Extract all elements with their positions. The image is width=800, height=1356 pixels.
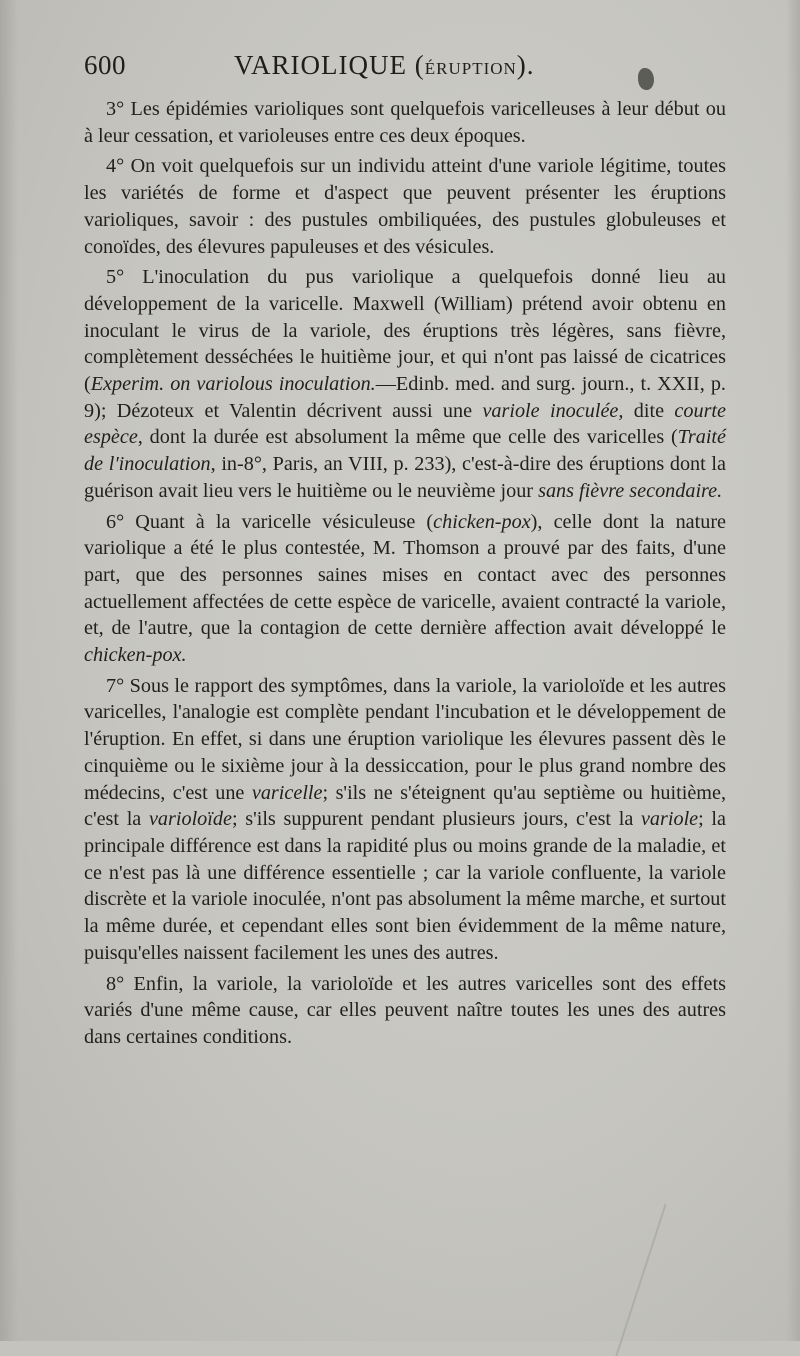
paragraph-4 bbox=[84, 153, 726, 260]
text-run: 3° Les épidémies varioliques sont quelquefois varicelleuses à leur début ou à leur cessation, et varioleuses entre ces deux époques. bbox=[84, 98, 726, 147]
paragraph-6 bbox=[84, 509, 726, 669]
italic-run: sans fièvre secondaire. bbox=[538, 479, 723, 502]
italic-run: chicken-pox bbox=[433, 510, 531, 533]
running-title-subtitle: ÉRUPTION bbox=[424, 59, 517, 78]
text-run: 5° L'inoculation du pus variolique a quelquefois donné lieu au développement de la varicelle. Maxwell (William) prétend avoir obtenu en inoculant le virus de la variole, des éruptions très légères, sans fièvre, complètement desséchées le huitième jour, et qui n'ont pas laissé de cicatrices ( bbox=[84, 266, 726, 396]
italic-run: variole inoculée, bbox=[482, 399, 624, 422]
page-number: 600 bbox=[84, 50, 126, 80]
text-run: ; s'ils suppurent pendant plusieurs jours, c'est la bbox=[231, 808, 641, 831]
ink-blot-mark bbox=[638, 68, 654, 90]
paragraph-8 bbox=[84, 971, 726, 1051]
italic-run: variole bbox=[640, 808, 699, 831]
text-run: —Edinb. med. and surg. journ., t. XXII, p. 9); Dézoteux et Valentin décrivent aussi une bbox=[84, 373, 726, 422]
text-run: ; la principale différence est dans la rapidité plus ou moins grande de la maladie, et ce n'est pas là une différence essentielle ; car la variole confluente, la variole discrète et la variole inoculée, n'ont pas absolument la même marche, et surtout la même durée, et cependant elles sont bien évidemment de la même nature, puisqu'elles naissent facilement les unes des autres. bbox=[84, 808, 726, 964]
text-run: dite bbox=[623, 399, 675, 422]
text-run: ; s'ils ne s'éteignent qu'au septième ou huitième, c'est la bbox=[84, 781, 727, 831]
paragraph-5 bbox=[84, 264, 726, 504]
text-run: 7° Sous le rapport des symptômes, dans la variole, la varioloïde et les autres varicelles, l'analogie est complète pendant l'incubation et le développement de l'éruption. En effet, si dans une éruption variolique les élevures passent dès le cinquième ou le sixième jour à la dessiccation, pour le plus grand nombre des médecins, c'est une bbox=[84, 674, 726, 804]
italic-run: Experim. on variolous inoculation. bbox=[90, 373, 376, 396]
running-title-close: ). bbox=[516, 50, 535, 80]
italic-run: varioloïde bbox=[148, 808, 232, 831]
running-title-main: VARIOLIQUE ( bbox=[234, 50, 425, 80]
italic-run: varicelle bbox=[251, 781, 323, 804]
text-run: ), celle dont la nature variolique a été le plus contestée, M. Thomson a prouvé par des faits, d'une part, que des personnes saines mises en contact avec des personnes actuellement affectées de cette espèce de varicelle, avaient contracté la variole, et, de l'autre, que la contagion de cette dernière affection avait développé le bbox=[84, 510, 727, 640]
text-run: , dont la durée est absolument la même que celle des varicelles ( bbox=[137, 426, 678, 449]
text-run: 4° On voit quelquefois sur un individu atteint d'une variole légitime, toutes les variétés de forme et d'aspect que peuvent présenter les éruptions varioliques, savoir : des pustules ombiliquées, des pustules globuleuses et conoïdes, des élevures papuleuses et des vésicules. bbox=[84, 155, 726, 258]
italic-run: courte espèce bbox=[84, 399, 726, 449]
running-header bbox=[84, 50, 724, 90]
body-text bbox=[84, 96, 726, 1051]
text-run: 8° Enfin, la variole, la varioloïde et les autres varicelles sont des effets variés d'une même cause, car elles peuvent naître toutes les unes des autres dans certaines conditions. bbox=[84, 972, 726, 1048]
paragraph-3 bbox=[84, 96, 726, 149]
italic-run: Traité de l'inoculation bbox=[84, 426, 726, 476]
paragraph-7 bbox=[84, 673, 726, 967]
page-edge-shadow-right bbox=[786, 0, 800, 1341]
italic-run: chicken-pox. bbox=[84, 644, 187, 667]
page-edge-shadow-left bbox=[0, 0, 18, 1341]
text-run: 6° Quant à la varicelle vésiculeuse ( bbox=[106, 510, 434, 533]
paper-crease bbox=[615, 1204, 666, 1356]
text-run: , in-8°, Paris, an VIII, p. 233), c'est-à-dire des éruptions dont la guérison avait lieu vers le huitième ou le neuvième jour bbox=[84, 453, 726, 502]
running-title bbox=[234, 50, 535, 81]
